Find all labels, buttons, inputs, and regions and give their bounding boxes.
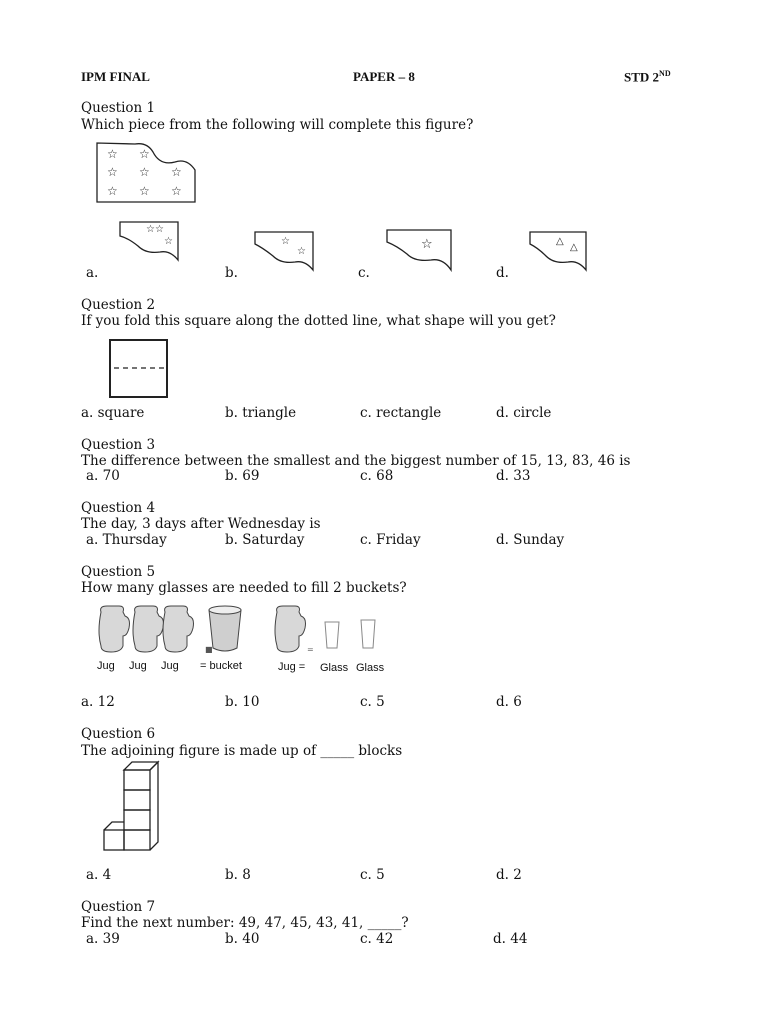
question-6-text: The adjoining figure is made up of _____ blocks: [81, 743, 403, 759]
std-text: STD 2: [624, 69, 660, 85]
q1-option-a[interactable]: a.: [86, 265, 99, 281]
q6-option-c[interactable]: c. 5: [360, 867, 385, 883]
folding-square-figure: [108, 338, 170, 400]
q2-option-a[interactable]: a. square: [81, 405, 145, 421]
piece-c: [385, 226, 455, 272]
svg-text:☆: ☆: [164, 236, 173, 247]
q5-option-a[interactable]: a. 12: [81, 694, 115, 710]
label-jug-equals: Jug =: [278, 661, 306, 673]
question-1-label: Question 1: [81, 100, 156, 116]
q2-option-c[interactable]: c. rectangle: [360, 405, 442, 421]
question-5-text: How many glasses are needed to fill 2 buckets?: [81, 580, 407, 596]
question-6-label: Question 6: [81, 726, 156, 742]
q4-option-d[interactable]: d. Sunday: [496, 532, 565, 548]
q3-option-a[interactable]: a. 70: [86, 468, 120, 484]
svg-text:☆: ☆: [171, 184, 182, 198]
label-bucket: = bucket: [200, 660, 242, 672]
question-3-text: The difference between the smallest and the biggest number of 15, 13, 83, 46 is: [81, 453, 631, 469]
jugs-buckets-glasses-figure: [95, 602, 385, 656]
q1-option-d[interactable]: d.: [496, 265, 509, 281]
piece-b: [253, 228, 318, 273]
header-left: IPM FINAL: [81, 69, 150, 84]
label-jug-2: Jug: [129, 660, 147, 672]
flag-figure: [95, 140, 200, 205]
blocks-figure: [100, 758, 164, 858]
q3-option-c[interactable]: c. 68: [360, 468, 394, 484]
svg-text:=: =: [307, 645, 314, 654]
question-1-text: Which piece from the following will complete this figure?: [81, 117, 474, 133]
svg-text:☆: ☆: [107, 184, 118, 198]
q2-option-b[interactable]: b. triangle: [225, 405, 297, 421]
label-glass-1: Glass: [320, 662, 349, 674]
piece-a: [118, 218, 183, 263]
question-4-text: The day, 3 days after Wednesday is: [81, 516, 321, 532]
svg-text:☆: ☆: [297, 246, 306, 257]
svg-text:■: ■: [205, 645, 213, 654]
q6-option-a[interactable]: a. 4: [86, 867, 112, 883]
question-3-label: Question 3: [81, 437, 156, 453]
std-superscript: ND: [659, 69, 671, 78]
piece-d: [528, 228, 590, 273]
svg-text:△: △: [556, 236, 564, 247]
svg-text:☆: ☆: [139, 147, 150, 161]
svg-text:☆: ☆: [107, 165, 118, 179]
label-jug-1: Jug: [97, 660, 115, 672]
question-2-text: If you fold this square along the dotted line, what shape will you get?: [81, 313, 556, 329]
question-2-label: Question 2: [81, 297, 156, 313]
svg-text:☆: ☆: [107, 147, 118, 161]
svg-text:☆: ☆: [281, 236, 290, 247]
header-center: PAPER – 8: [353, 69, 415, 84]
q1-option-b[interactable]: b.: [225, 265, 238, 281]
svg-text:☆: ☆: [139, 184, 150, 198]
q7-option-d[interactable]: d. 44: [493, 931, 528, 947]
q4-option-c[interactable]: c. Friday: [360, 532, 421, 548]
q7-option-b[interactable]: b. 40: [225, 931, 260, 947]
question-5-label: Question 5: [81, 564, 156, 580]
svg-text:☆☆: ☆☆: [146, 224, 164, 235]
q1-option-c[interactable]: c.: [358, 265, 370, 281]
svg-text:☆: ☆: [139, 165, 150, 179]
q4-option-a[interactable]: a. Thursday: [86, 532, 167, 548]
question-7-text: Find the next number: 49, 47, 45, 43, 41, _____?: [81, 915, 409, 931]
label-glass-2: Glass: [356, 662, 385, 674]
svg-text:△: △: [570, 242, 578, 253]
question-4-label: Question 4: [81, 500, 156, 516]
q3-option-d[interactable]: d. 33: [496, 468, 531, 484]
label-jug-3: Jug: [161, 660, 179, 672]
svg-text:☆: ☆: [171, 165, 182, 179]
q7-option-c[interactable]: c. 42: [360, 931, 394, 947]
q6-option-b[interactable]: b. 8: [225, 867, 251, 883]
q5-option-b[interactable]: b. 10: [225, 694, 260, 710]
q3-option-b[interactable]: b. 69: [225, 468, 260, 484]
q4-option-b[interactable]: b. Saturday: [225, 532, 305, 548]
q6-option-d[interactable]: d. 2: [496, 867, 522, 883]
question-7-label: Question 7: [81, 899, 156, 915]
header-right: [624, 69, 671, 85]
q5-option-d[interactable]: d. 6: [496, 694, 522, 710]
q7-option-a[interactable]: a. 39: [86, 931, 120, 947]
svg-text:☆: ☆: [421, 237, 433, 252]
q2-option-d[interactable]: d. circle: [496, 405, 552, 421]
q5-option-c[interactable]: c. 5: [360, 694, 385, 710]
